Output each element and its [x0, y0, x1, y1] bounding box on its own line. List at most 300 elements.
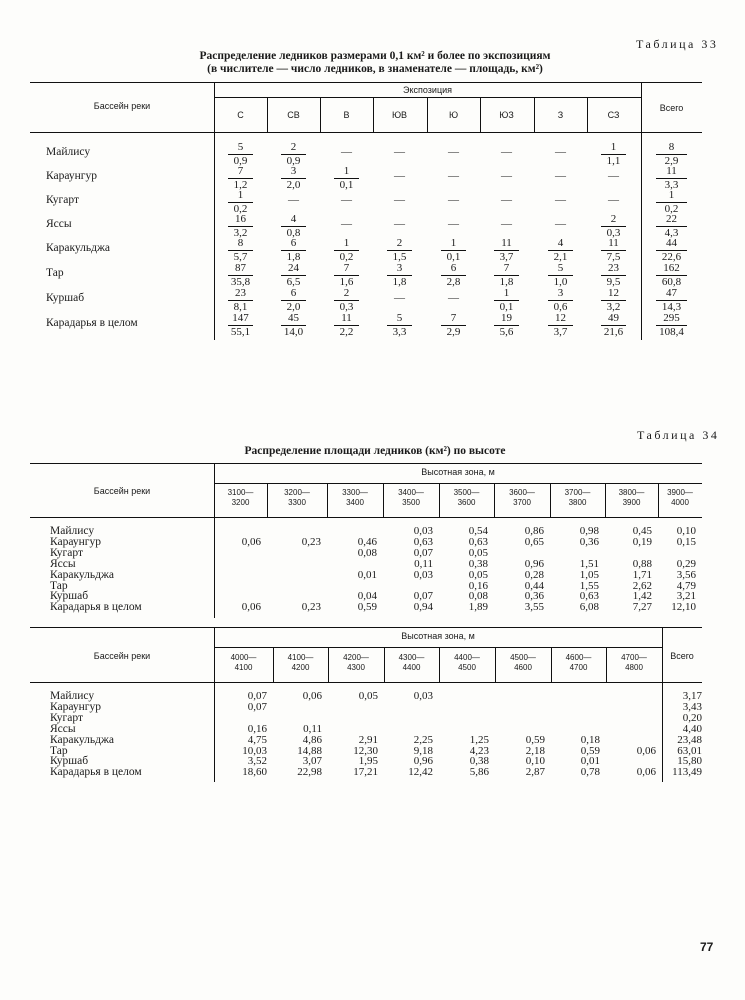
t34b-col-separator: [273, 647, 274, 682]
row-name: Кугарт: [46, 194, 80, 206]
t34b-group-rule: [214, 647, 662, 648]
t33-basin-header: Бассейн реки: [93, 101, 151, 111]
total-numerator: 44: [666, 237, 677, 249]
row-name: Куршаб: [50, 755, 89, 768]
value-cell: 0,06: [241, 601, 261, 614]
denominator: 0,3: [601, 226, 626, 239]
denominator: 3,2: [601, 300, 626, 313]
numerator: 3: [290, 165, 297, 177]
value-cell: 12,42: [408, 766, 433, 779]
numerator: 6: [450, 262, 457, 274]
numerator: 2: [290, 141, 297, 153]
denominator: 1,2: [228, 178, 253, 191]
value-cell: 0,15: [676, 535, 696, 548]
denominator: 6,5: [281, 275, 306, 288]
dash-cell: —: [555, 146, 566, 158]
zone-range-from: 4500—: [510, 653, 536, 662]
denominator: 8,1: [228, 300, 253, 313]
value-cell: 0,11: [303, 722, 322, 735]
column-header: Ю: [448, 110, 459, 120]
zone-range-header: [384, 653, 439, 673]
zone-range-to: 3800: [568, 498, 587, 507]
numerator: 23: [608, 262, 619, 274]
t33-total-header: Всего: [659, 103, 684, 113]
value-cell: 0,08: [357, 546, 377, 559]
value-cell: 3,55: [524, 601, 544, 614]
column-header: В: [343, 110, 350, 120]
numerator: 2: [343, 287, 350, 299]
numerator: 23: [235, 287, 246, 299]
zone-range-to: 3200: [231, 498, 250, 507]
value-cell: 1,05: [579, 568, 599, 581]
total-numerator: 47: [666, 287, 677, 299]
dash-cell: —: [448, 218, 459, 230]
numerator: 4: [557, 237, 564, 249]
value-cell: 0,05: [468, 568, 488, 581]
total-denominator: 108,4: [656, 325, 687, 338]
denominator: 21,6: [601, 325, 626, 338]
dash-cell: —: [608, 170, 619, 182]
denominator: 5,7: [228, 250, 253, 263]
denominator: 3,2: [228, 226, 253, 239]
dash-cell: —: [394, 170, 405, 182]
value-cell: 0,08: [468, 590, 488, 603]
zone-range-to: 3300: [288, 498, 306, 507]
numerator: 2: [610, 213, 617, 225]
numerator: 1: [237, 189, 244, 201]
value-cell: 0,07: [413, 546, 433, 559]
row-name: Тар: [50, 744, 68, 757]
numerator: 87: [235, 262, 246, 274]
numerator: 11: [608, 237, 619, 249]
zone-range-header: [214, 653, 273, 673]
numerator: 1: [610, 141, 617, 153]
value-cell: 4,79: [676, 579, 696, 592]
total-numerator: 11: [666, 165, 677, 177]
zone-range-from: 3100—: [227, 488, 254, 497]
total-denominator: 0,2: [656, 202, 687, 215]
zone-range-from: 3500—: [453, 488, 480, 497]
zone-range-header: [439, 653, 495, 673]
value-cell: 0,04: [357, 590, 377, 603]
denominator: 0,1: [334, 178, 359, 191]
zone-range-from: 4200—: [343, 653, 369, 662]
denominator: 55,1: [228, 325, 253, 338]
value-cell: 0,38: [468, 557, 488, 570]
value-cell: 4,23: [469, 744, 489, 757]
row-name: Караунгур: [50, 535, 102, 548]
value-cell: 0,07: [413, 590, 433, 603]
denominator: 2,8: [441, 275, 466, 288]
numerator: 1: [343, 165, 350, 177]
dash-cell: —: [448, 292, 459, 304]
value-cell: 18,60: [242, 766, 267, 779]
total-cell: 23,48: [677, 733, 702, 746]
denominator: 0,9: [281, 154, 306, 167]
value-cell: 0,54: [468, 525, 488, 537]
value-cell: 1,51: [579, 557, 599, 570]
row-name: Карадарья в целом: [50, 601, 142, 614]
value-cell: 22,98: [297, 766, 322, 779]
numerator: 3: [396, 262, 403, 274]
total-cell: 3,43: [682, 700, 702, 713]
denominator: 0,2: [228, 202, 253, 215]
dash-cell: —: [394, 146, 405, 158]
denominator: 3,3: [387, 325, 412, 338]
value-cell: 0,05: [468, 546, 488, 559]
value-cell: 0,07: [247, 690, 267, 702]
value-cell: 0,06: [241, 535, 261, 548]
total-cell: 3,17: [682, 690, 702, 702]
value-cell: 0,38: [469, 755, 489, 768]
value-cell: 0,03: [413, 568, 433, 581]
value-cell: 1,95: [358, 755, 378, 768]
table-34-title: Распределение площади ледников (км²) по высоте: [244, 445, 506, 457]
value-cell: 3,07: [302, 755, 322, 768]
dash-cell: —: [555, 194, 566, 206]
row-name: Майлису: [50, 690, 95, 702]
t34b-top-rule: [30, 627, 702, 628]
total-numerator: 22: [666, 213, 677, 225]
numerator: 1: [503, 287, 510, 299]
column-header: ЮЗ: [499, 110, 514, 120]
dash-cell: —: [448, 170, 459, 182]
numerator: 8: [237, 237, 244, 249]
zone-range-to: 4300: [347, 663, 365, 672]
column-header: ЮВ: [391, 110, 408, 120]
dash-cell: —: [555, 218, 566, 230]
t34b-basin-header: Бассейн реки: [93, 651, 151, 661]
t33-group-header: Экспозиция: [403, 85, 452, 95]
zone-range-to: 4100: [234, 663, 253, 672]
value-cell: 0,06: [636, 766, 656, 779]
value-cell: 0,45: [632, 525, 652, 537]
denominator: 9,5: [601, 275, 626, 288]
value-cell: 0,63: [579, 590, 599, 603]
value-cell: 0,65: [524, 535, 544, 548]
value-cell: 10,03: [242, 744, 267, 757]
dash-cell: —: [448, 146, 459, 158]
numerator: 5: [557, 262, 564, 274]
zone-range-from: 4300—: [398, 653, 425, 662]
value-cell: 3,21: [676, 590, 696, 603]
value-cell: 14,88: [297, 744, 322, 757]
value-cell: 0,19: [632, 535, 652, 548]
denominator: 2,2: [334, 325, 359, 338]
denominator: 3,7: [548, 325, 573, 338]
total-denominator: 2,9: [656, 154, 687, 167]
zone-range-to: 3900: [622, 498, 641, 507]
numerator: 24: [288, 262, 299, 274]
dash-cell: —: [555, 170, 566, 182]
value-cell: 0,16: [468, 579, 488, 592]
value-cell: 0,44: [524, 579, 544, 592]
zone-range-from: 3600—: [509, 488, 535, 497]
value-cell: 9,18: [413, 744, 433, 757]
dash-cell: —: [501, 170, 512, 182]
row-name: Яссы: [50, 722, 76, 735]
row-name: Караунгур: [50, 700, 102, 713]
value-cell: 5,86: [469, 766, 489, 779]
zone-range-to: 4500: [458, 663, 476, 672]
row-name: Куршаб: [50, 590, 89, 603]
value-cell: 0,96: [524, 557, 544, 570]
total-denominator: 14,3: [656, 300, 687, 313]
table-33-title-line1: Распределение ледников размерами 0,1 км² и более по экспозициям: [199, 50, 551, 62]
value-cell: 1,25: [469, 733, 489, 746]
numerator: 1: [343, 237, 350, 249]
column-header: СЗ: [607, 110, 620, 120]
t34a-basin-header: Бассейн реки: [93, 486, 151, 496]
row-name: Яссы: [50, 557, 76, 570]
value-cell: 0,59: [357, 601, 377, 614]
value-cell: 0,88: [632, 557, 652, 570]
row-name: Караунгур: [46, 170, 98, 182]
value-cell: 0,63: [468, 535, 488, 548]
value-cell: 17,21: [353, 766, 378, 779]
table-33-title-line2: (в числителе — число ледников, в знаменателе — площадь, км²): [207, 63, 543, 75]
value-cell: 0,36: [579, 535, 599, 548]
value-cell: 1,89: [468, 601, 488, 614]
denominator: 0,2: [334, 250, 359, 263]
numerator: 4: [290, 213, 297, 225]
value-cell: 2,18: [525, 744, 545, 757]
denominator: 2,9: [441, 325, 466, 338]
total-cell: 15,80: [677, 755, 702, 768]
value-cell: 0,98: [579, 525, 599, 537]
value-cell: 2,25: [413, 733, 433, 746]
value-cell: 0,29: [676, 557, 696, 570]
numerator: 5: [237, 141, 244, 153]
numerator: 6: [290, 237, 297, 249]
total-numerator: 1: [668, 189, 675, 201]
value-cell: 0,18: [580, 733, 600, 746]
denominator: 5,6: [494, 325, 519, 338]
zone-range-to: 3500: [402, 498, 420, 507]
value-cell: 2,87: [525, 766, 545, 779]
denominator: 1,8: [494, 275, 519, 288]
dash-cell: —: [394, 292, 405, 304]
total-denominator: 22,6: [656, 250, 687, 263]
zone-range-from: 3200—: [284, 488, 310, 497]
total-cell: 113,49: [672, 766, 702, 779]
zone-range-header: [495, 653, 551, 673]
numerator: 7: [237, 165, 244, 177]
zone-range-from: 4600—: [565, 653, 592, 662]
zone-range-header: [606, 653, 662, 673]
value-cell: 0,59: [525, 733, 545, 746]
value-cell: 7,27: [632, 601, 652, 614]
numerator: 7: [450, 312, 457, 324]
dash-cell: —: [501, 194, 512, 206]
t34b-col-separator: [328, 647, 329, 682]
numerator: 11: [341, 312, 352, 324]
zone-range-from: 3700—: [564, 488, 591, 497]
t34b-col-separator: [606, 647, 607, 682]
column-header: З: [557, 110, 564, 120]
column-header: С: [237, 110, 244, 120]
row-name: Каракульджа: [50, 733, 115, 746]
denominator: 2,0: [281, 178, 306, 191]
denominator: 2,0: [281, 300, 306, 313]
denominator: 0,6: [548, 300, 573, 313]
value-cell: 0,23: [301, 535, 321, 548]
zone-range-to: 4000: [671, 498, 689, 507]
row-name: Кугарт: [50, 711, 84, 724]
denominator: 2,1: [548, 250, 573, 263]
total-denominator: 4,3: [656, 226, 687, 239]
denominator: 1,6: [334, 275, 359, 288]
t34b-col-separator: [551, 647, 552, 682]
zone-range-from: 3900—: [667, 488, 693, 497]
t34b-col-separator: [439, 647, 440, 682]
dash-cell: —: [341, 218, 352, 230]
total-cell: 4,40: [682, 722, 702, 735]
zone-range-from: 4000—: [230, 653, 257, 662]
dash-cell: —: [394, 218, 405, 230]
table-34-label: Таблица 34: [637, 428, 720, 442]
value-cell: 0,36: [524, 590, 544, 603]
t34b-total-header: Всего: [670, 651, 694, 661]
row-name: Майлису: [46, 146, 91, 158]
total-cell: 63,01: [677, 744, 702, 757]
value-cell: 12,30: [353, 744, 378, 757]
value-cell: 0,23: [301, 601, 321, 614]
value-cell: 1,55: [579, 579, 599, 592]
value-cell: 0,59: [580, 744, 600, 757]
page-number: 77: [700, 940, 714, 954]
total-numerator: 162: [663, 262, 680, 274]
zone-range-from: 4700—: [621, 653, 647, 662]
column-header: СВ: [287, 110, 300, 120]
numerator: 7: [343, 262, 350, 274]
value-cell: 4,75: [247, 733, 267, 746]
value-cell: 0,01: [580, 755, 600, 768]
row-name: Майлису: [50, 525, 95, 537]
value-cell: 1,42: [632, 590, 652, 603]
value-cell: 3,52: [247, 755, 267, 768]
denominator: 1,8: [281, 250, 306, 263]
t34b-col-separator: [384, 647, 385, 682]
value-cell: 0,46: [357, 535, 377, 548]
value-cell: 0,94: [413, 601, 433, 614]
t34b-header-rule: [30, 682, 702, 683]
zone-range-to: 4800: [625, 663, 643, 672]
numerator: 49: [608, 312, 619, 324]
denominator: 0,3: [334, 300, 359, 313]
value-cell: 0,06: [636, 744, 656, 757]
dash-cell: —: [501, 218, 512, 230]
row-name: Карадарья в целом: [46, 317, 138, 329]
numerator: 11: [501, 237, 512, 249]
numerator: 5: [396, 312, 403, 324]
row-name: Яссы: [46, 218, 72, 230]
t34a-zone-header: Высотная зона, м: [421, 467, 495, 477]
zone-range-to: 4700: [569, 663, 588, 672]
zone-range-from: 4100—: [287, 653, 314, 662]
zone-range-to: 4200: [291, 663, 310, 672]
zone-range-to: 4400: [402, 663, 421, 672]
dash-cell: —: [501, 146, 512, 158]
zone-range-header: [551, 653, 606, 673]
denominator: 0,1: [494, 300, 519, 313]
denominator: 1,0: [548, 275, 573, 288]
value-cell: 0,01: [357, 568, 377, 581]
row-name: Тар: [46, 267, 64, 279]
zone-range-from: 3300—: [342, 488, 368, 497]
denominator: 0,8: [281, 226, 306, 239]
total-cell: 0,20: [682, 711, 702, 724]
total-numerator: 295: [663, 312, 680, 324]
numerator: 12: [555, 312, 566, 324]
numerator: 7: [503, 262, 510, 274]
value-cell: 0,78: [580, 766, 600, 779]
numerator: 1: [450, 237, 457, 249]
dash-cell: —: [448, 194, 459, 206]
numerator: 6: [290, 287, 297, 299]
zone-range-from: 3800—: [618, 488, 645, 497]
value-cell: 0,28: [524, 568, 544, 581]
numerator: 45: [288, 312, 299, 324]
row-name: Тар: [50, 579, 68, 592]
value-cell: 3,56: [676, 568, 696, 581]
value-cell: 1,71: [632, 568, 652, 581]
zone-range-header: [273, 653, 328, 673]
numerator: 2: [396, 237, 403, 249]
value-cell: 12,10: [671, 601, 696, 614]
value-cell: 0,03: [413, 525, 433, 537]
value-cell: 6,08: [579, 601, 599, 614]
zone-range-from: 4400—: [454, 653, 480, 662]
denominator: 1,5: [387, 250, 412, 263]
denominator: 1,8: [387, 275, 412, 288]
zone-range-to: 3400: [346, 498, 364, 507]
dash-cell: —: [608, 194, 619, 206]
value-cell: 0,10: [676, 525, 696, 537]
numerator: 147: [232, 312, 249, 324]
value-cell: 2,91: [358, 733, 378, 746]
dash-cell: —: [341, 146, 352, 158]
value-cell: 4,86: [302, 733, 322, 746]
dash-cell: —: [288, 194, 299, 206]
value-cell: 0,11: [414, 557, 433, 570]
value-cell: 0,16: [247, 722, 267, 735]
row-name: Куршаб: [46, 292, 85, 304]
denominator: 7,5: [601, 250, 626, 263]
row-name: Карадарья в целом: [50, 766, 142, 779]
denominator: 0,9: [228, 154, 253, 167]
value-cell: 0,06: [302, 690, 322, 702]
row-name: Каракульджа: [50, 568, 115, 581]
value-cell: 0,03: [413, 690, 433, 702]
numerator: 16: [235, 213, 246, 225]
zone-range-from: 3400—: [398, 488, 424, 497]
zone-range-to: 3700: [513, 498, 531, 507]
zone-range-header: [328, 653, 384, 673]
numerator: 3: [557, 287, 564, 299]
t34b-zone-header: Высотная зона, м: [401, 631, 475, 641]
denominator: 35,8: [228, 275, 253, 288]
numerator: 12: [608, 287, 619, 299]
value-cell: 2,62: [632, 579, 652, 592]
numerator: 19: [501, 312, 512, 324]
denominator: 1,1: [601, 154, 626, 167]
row-name: Каракульджа: [46, 242, 111, 254]
row-name: Кугарт: [50, 546, 84, 559]
zone-range-to: 3600: [457, 498, 476, 507]
denominator: 14,0: [281, 325, 306, 338]
dash-cell: —: [394, 194, 405, 206]
